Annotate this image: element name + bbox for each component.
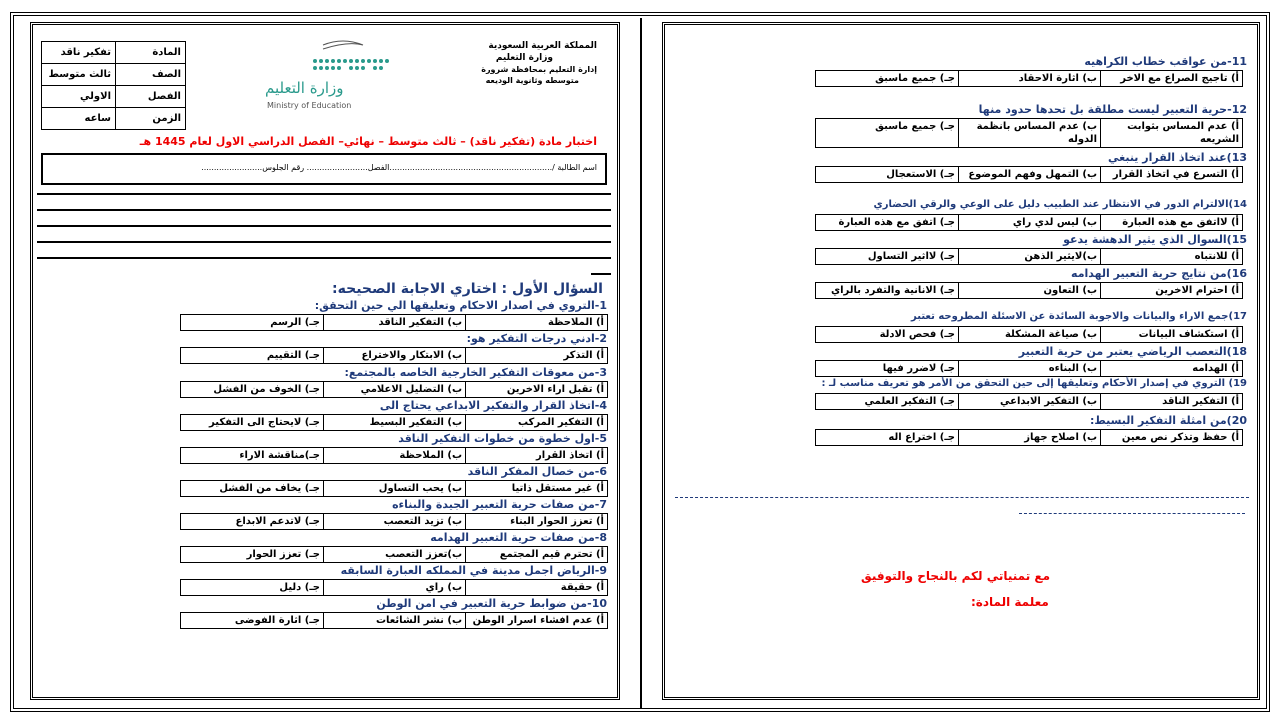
option-b[interactable]: ب) نشر الشائعات [323, 613, 465, 628]
option-b[interactable]: ب) الابتكار والاختراع [323, 348, 465, 363]
option-a[interactable]: أ) التذكر [465, 348, 607, 363]
options-row [815, 282, 1243, 299]
option-a[interactable]: أ) التسرع في اتخاذ القرار [1100, 167, 1242, 182]
exam-title: اختبار مادة (تفكير ناقد) – ثالث متوسط – نهائي– الفصل الدراسي الاول لعام 1445 هـ [139, 135, 597, 148]
options-row [180, 612, 608, 629]
info-label: الفصل [116, 86, 186, 108]
question-text: 16)من نتايج حرية التعبير الهدامه [1071, 267, 1247, 280]
options-row [180, 381, 608, 398]
option-b[interactable]: ب) اثارة الاحقاد [958, 71, 1100, 86]
page-divider [640, 18, 642, 708]
closing-wish: مع تمنياتي لكم بالنجاح والتوفيق [861, 569, 1051, 583]
exam-page-1 [30, 22, 620, 700]
options-row [180, 314, 608, 331]
info-value: ساعه [42, 108, 116, 130]
options-row [180, 513, 608, 530]
student-info-box [41, 153, 607, 185]
option-c[interactable]: جـ) تعزز الحوار [246, 549, 320, 560]
option-b[interactable]: ب) التفكير البسيط [323, 415, 465, 430]
option-a[interactable]: أ) غير مستقل ذاتيا [465, 481, 607, 496]
option-a[interactable]: أ) تقبل اراء الاخرين [465, 382, 607, 397]
option-a[interactable]: أ) عدم المساس بثوابت الشريعه [1100, 119, 1242, 147]
question-text: 20)من امثلة التفكير البسيط: [1089, 414, 1247, 427]
question-text: 3-من معوقات التفكير الخارجية الخاصه بالمجتمع: [344, 366, 607, 379]
option-b[interactable]: ب) عدم المساس بانظمة الدوله [958, 119, 1100, 147]
section-title: السؤال الأول : اختاري الاجابة الصحيحه: [332, 281, 603, 297]
option-b[interactable]: ب) التمهل وفهم الموضوع [958, 167, 1100, 182]
kingdom-label: المملكة العربية السعودية [488, 41, 597, 51]
question-text: 13)عند اتخاذ القرار ينبغي [1107, 151, 1247, 164]
option-a[interactable]: أ) استكشاف البيانات [1100, 327, 1242, 342]
options-row [815, 166, 1243, 183]
question-text: 18)التعصب الرياضي يعتبر من حرية التعبير [1018, 345, 1247, 358]
logo-arabic-text: وزارة التعليم [265, 79, 344, 97]
answer-line [37, 225, 611, 227]
info-label: الزمن [116, 108, 186, 130]
question-text: 10-من ضوابط حرية التعبير في امن الوطن [376, 597, 607, 610]
option-c[interactable]: جـ) اختراع اله [888, 432, 955, 443]
option-b[interactable]: ب) التعاون [958, 283, 1100, 298]
option-b[interactable]: ب)تعزز التعصب [323, 547, 465, 562]
options-row [180, 546, 608, 563]
question-text: 11-من عواقب خطاب الكراهيه [1084, 55, 1247, 68]
option-c[interactable]: جـ) الخوف من الفشل [213, 384, 320, 395]
option-a[interactable]: أ) اتخاذ القرار [465, 448, 607, 463]
option-b[interactable]: ب) يحب التساول [323, 481, 465, 496]
option-b[interactable]: ب) ليس لدي راي [958, 215, 1100, 230]
ministry-label: وزارة التعليم [495, 53, 553, 63]
option-c[interactable]: جـ) اثارة الفوضى [234, 615, 320, 626]
options-row [815, 214, 1243, 231]
options-row [815, 360, 1243, 377]
info-value: ثالث متوسط [42, 64, 116, 86]
option-c[interactable]: جـ) اتفق مع هذه العبارة [838, 217, 955, 228]
option-a[interactable]: أ) تعزز الحوار البناء [465, 514, 607, 529]
info-label: المادة [116, 42, 186, 64]
option-a[interactable]: أ) التفكير الناقد [1100, 394, 1242, 409]
answer-line [37, 257, 611, 259]
options-row [180, 447, 608, 464]
question-text: 2-ادني درجات التفكير هو: [466, 332, 607, 345]
options-row [815, 393, 1243, 410]
option-b[interactable]: ب) التفكير الناقد [323, 315, 465, 330]
separator-line [675, 497, 1249, 498]
option-c[interactable]: جـ) لااثير التساول [867, 251, 955, 262]
question-text: 17)جمع الاراء والبيانات والاجوبة السائدة عن الاسئلة المطروحه تعتبر [911, 311, 1247, 322]
answer-line [591, 273, 611, 275]
student-info-line[interactable]: اسم الطالبة /................................................................الفصل........................ رقم الجلوس........................ [201, 163, 597, 172]
options-row [180, 414, 608, 431]
answer-line [37, 193, 611, 195]
option-b[interactable]: ب)لايثير الذهن [958, 249, 1100, 264]
option-c[interactable]: جـ) جميع ماسبق [875, 121, 955, 132]
answer-line [37, 241, 611, 243]
question-text: 9-الرياض اجمل مدينة في المملكه العبارة السابقه [340, 564, 607, 577]
info-value: الاولي [42, 86, 116, 108]
option-a[interactable]: أ) الملاحظة [465, 315, 607, 330]
school-label: متوسطه وثانوية الوديعه [485, 76, 579, 85]
exam-page-2 [662, 22, 1260, 700]
option-a[interactable]: أ) للانتباه [1100, 249, 1242, 264]
question-text: 12-حرية التعبير ليست مطلقة بل تحدها حدود منها [978, 103, 1247, 116]
option-c[interactable]: جـ)مناقشة الاراء [239, 450, 320, 461]
option-c[interactable]: جـ) الانانية والتفرد بالراي [830, 285, 955, 296]
question-text: 7-من صفات حرية التعبير الجيدة والبناءه [392, 498, 607, 511]
option-c[interactable]: جـ) الرسم [270, 317, 320, 328]
info-table [41, 41, 186, 130]
option-c[interactable]: جـ) الاستعجال [886, 169, 955, 180]
question-text: 5-اول خطوة من خطوات التفكير الناقد [398, 432, 607, 445]
ministry-logo-icon [253, 37, 413, 77]
option-a[interactable]: أ) حقيقة [465, 580, 607, 595]
option-c[interactable]: جـ) لايحتاج الى التفكير [209, 417, 320, 428]
ministry-logo [253, 37, 413, 117]
info-label: الصف [116, 64, 186, 86]
info-value: تفكير ناقد [42, 42, 116, 64]
option-c[interactable]: جـ) يخاف من الفشل [219, 483, 320, 494]
options-row [815, 70, 1243, 87]
option-a[interactable]: أ) احترام الاخرين [1100, 283, 1242, 298]
options-row [180, 480, 608, 497]
option-c[interactable]: جـ) لاضرر فيها [882, 363, 955, 374]
question-text: 19) التروي في إصدار الأحكام وتعليقها إلى حين التحقق من الأمر هو تعريف مناسب لـ : [821, 378, 1247, 389]
separator-line [1019, 513, 1245, 514]
options-row [815, 326, 1243, 343]
options-row [815, 118, 1243, 148]
question-text: 15)السوال الذي يثير الدهشة يدعو [1063, 233, 1247, 246]
answer-line [37, 209, 611, 211]
option-a[interactable]: أ) تاجيج الصراع مع الاخر [1100, 71, 1242, 86]
option-c[interactable]: جـ) التفكير العلمي [864, 396, 955, 407]
option-c[interactable]: جـ) فحص الادلة [879, 329, 955, 340]
option-b[interactable]: ب) راي [323, 580, 465, 595]
options-row [815, 248, 1243, 265]
option-c[interactable]: جـ) التقييم [266, 350, 320, 361]
option-a[interactable]: أ) التفكير المركب [465, 415, 607, 430]
option-c[interactable]: جـ) لاتدعم الابداع [235, 516, 320, 527]
option-b[interactable]: ب) الملاحظة [323, 448, 465, 463]
option-a[interactable]: أ) الهدامه [1100, 361, 1242, 376]
option-c[interactable]: جـ) دليل [279, 582, 320, 593]
options-row [180, 347, 608, 364]
admin-label: إدارة التعليم بمحافظة شرورة [481, 65, 597, 74]
options-row [180, 579, 608, 596]
question-text: 14)الالترام الدور في الانتظار عند الطبيب دليل على الوعي والرقي الحضاري [873, 199, 1247, 210]
option-c[interactable]: جـ) جميع ماسبق [875, 73, 955, 84]
option-b[interactable]: ب) التفكير الابداعي [958, 394, 1100, 409]
option-b[interactable]: ب) اصلاح جهاز [958, 430, 1100, 445]
option-a[interactable]: أ) تحترم قيم المجتمع [465, 547, 607, 562]
option-b[interactable]: ب) البناءه [958, 361, 1100, 376]
option-a[interactable]: أ) حفظ وتذكر نص معين [1100, 430, 1242, 445]
question-text: 8-من صفات حرية التعبير الهدامه [430, 531, 607, 544]
option-b[interactable]: ب) التضليل الاعلامي [323, 382, 465, 397]
options-row [815, 429, 1243, 446]
option-a[interactable]: أ) عدم افشاء اسرار الوطن [465, 613, 607, 628]
option-b[interactable]: ب) تزيد التعصب [323, 514, 465, 529]
question-text: 1-التروي في اصدار الاحكام وتعليقها الي حين التحقق: [314, 299, 607, 312]
option-b[interactable]: ب) صياغة المشكلة [958, 327, 1100, 342]
logo-english-text: Ministry of Education [267, 101, 352, 110]
question-text: 6-من خصال المفكر الناقد [467, 465, 607, 478]
teacher-signature-label: معلمة المادة: [971, 595, 1049, 609]
option-a[interactable]: أ) لااتفق مع هذه العبارة [1100, 215, 1242, 230]
question-text: 4-اتخاذ القرار والتفكير الابداعي يحتاج الى [379, 399, 607, 412]
